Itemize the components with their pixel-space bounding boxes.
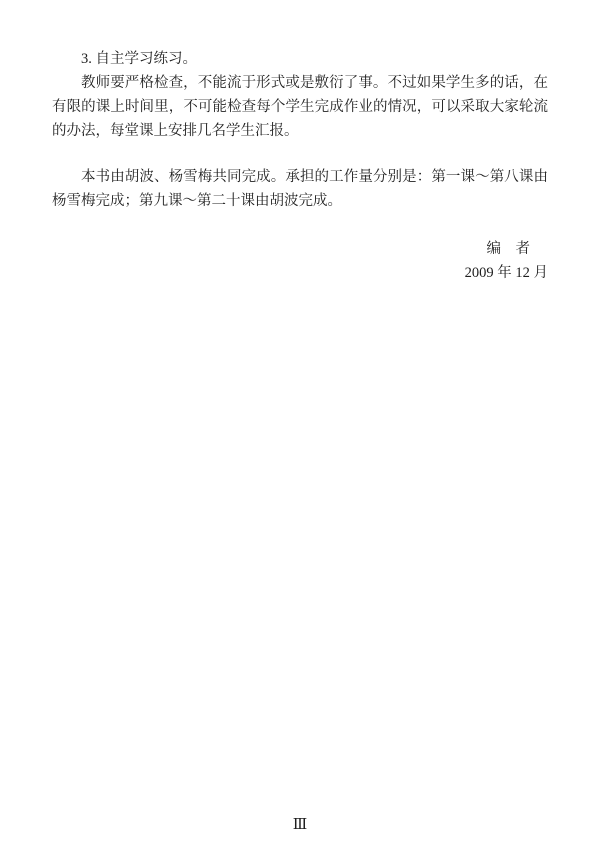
paragraph-teacher-check (52, 71, 548, 143)
text-line: 本书由胡波、杨雪梅共同完成。承担的工作量分别是：第一课～第八课由 (81, 169, 548, 185)
numbered-list-item-3: 3. 自主学习练习。 (81, 51, 197, 67)
publication-date: 2009 年 12 月 (464, 265, 548, 281)
page-number: Ⅲ (292, 817, 308, 833)
text-line: 有限的课上时间里，不可能检查每个学生完成作业的情况，可以采取大家轮流 (52, 99, 548, 115)
text-line: 教师要严格检查，不能流于形式或是敷衍了事。不过如果学生多的话，在 (81, 75, 548, 91)
text-line: 杨雪梅完成；第九课～第二十课由胡波完成。 (52, 193, 342, 209)
author-signature: 编 者 (486, 241, 530, 257)
document-body (52, 47, 548, 285)
text-line: 的办法，每堂课上安排几名学生汇报。 (52, 123, 299, 139)
paragraph-credits (52, 165, 548, 213)
signature-block (52, 237, 548, 285)
